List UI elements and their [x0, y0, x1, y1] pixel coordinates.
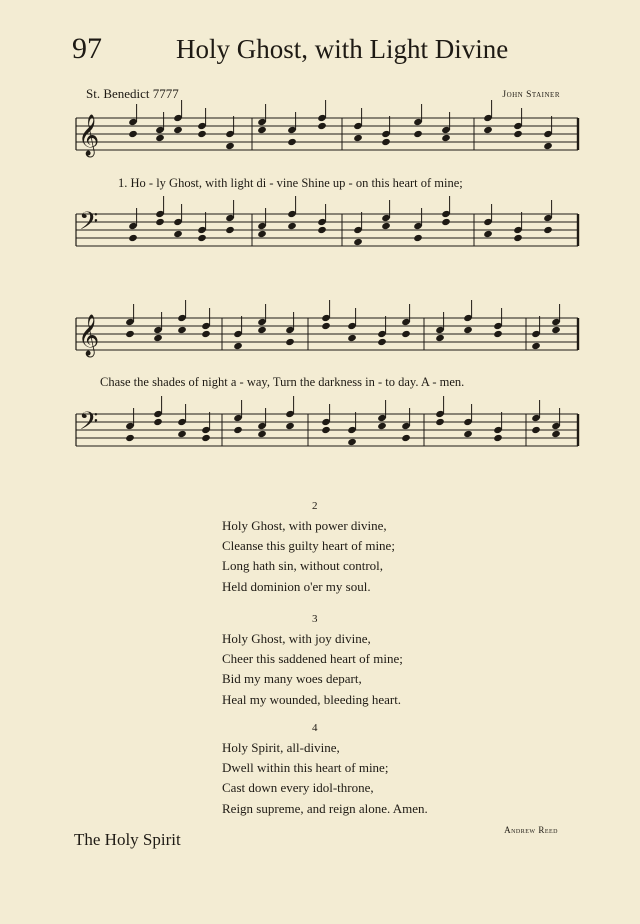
verse-line: Holy Spirit, all-divine,	[222, 740, 340, 755]
verse-number: 3	[312, 613, 318, 625]
notehead	[381, 138, 391, 146]
bass-clef-icon: 𝄢	[79, 207, 99, 242]
treble-clef-icon: 𝄞	[78, 315, 100, 356]
verse-line: Holy Ghost, with joy divine,	[222, 631, 371, 646]
text-author: Andrew Reed	[504, 825, 558, 835]
notehead	[483, 230, 493, 238]
notehead	[377, 422, 387, 430]
notehead	[513, 130, 523, 138]
verse-line: Cleanse this guilty heart of mine;	[222, 538, 395, 554]
verse-line: Cheer this saddened heart of mine;	[222, 651, 403, 667]
notehead	[435, 334, 445, 342]
notehead	[401, 330, 411, 338]
notehead	[173, 126, 183, 134]
notehead	[128, 234, 138, 242]
notehead	[153, 418, 163, 426]
section-heading: The Holy Spirit	[74, 830, 181, 849]
verse-line: Held dominion o'er my soul.	[222, 578, 371, 594]
notehead	[177, 430, 187, 438]
notehead	[483, 126, 493, 134]
notehead	[353, 134, 363, 142]
verse-line: Cast down every idol-throne,	[222, 780, 374, 796]
notehead	[493, 330, 503, 338]
notehead	[321, 322, 331, 330]
notehead	[401, 434, 411, 442]
notehead	[413, 234, 423, 242]
notehead	[413, 130, 423, 138]
verse-line: Dwell within this heart of mine;	[222, 760, 389, 776]
notehead	[441, 134, 451, 142]
notehead	[153, 334, 163, 342]
notehead	[155, 218, 165, 226]
notehead	[513, 234, 523, 242]
verse-line: Reign supreme, and reign alone. Amen.	[222, 800, 428, 816]
notehead	[353, 238, 363, 246]
notehead	[321, 426, 331, 434]
notehead	[125, 330, 135, 338]
verse-line: Long hath sin, without control,	[222, 558, 384, 574]
notehead	[543, 142, 553, 150]
notehead	[287, 222, 297, 230]
notehead	[531, 426, 541, 434]
notehead	[177, 326, 187, 334]
notehead	[347, 334, 357, 342]
notehead	[287, 138, 297, 146]
notehead	[377, 338, 387, 346]
notehead	[128, 130, 138, 138]
notehead	[155, 134, 165, 142]
notehead	[317, 226, 327, 234]
notehead	[125, 434, 135, 442]
notehead	[197, 234, 207, 242]
notehead	[225, 226, 235, 234]
notehead	[197, 130, 207, 138]
verse-line: Bid my many woes depart,	[222, 671, 362, 687]
verse-number: 4	[312, 722, 318, 734]
notehead	[381, 222, 391, 230]
notehead	[173, 230, 183, 238]
notehead	[347, 438, 357, 446]
notehead	[317, 122, 327, 130]
notehead	[257, 430, 267, 438]
notehead	[233, 426, 243, 434]
notehead	[285, 338, 295, 346]
notehead	[493, 434, 503, 442]
treble-clef-icon: 𝄞	[78, 115, 100, 156]
notehead	[463, 430, 473, 438]
notehead	[551, 326, 561, 334]
notehead	[441, 218, 451, 226]
notehead	[463, 326, 473, 334]
verse-number: 2	[312, 500, 318, 512]
notehead	[543, 226, 553, 234]
verse-line: Heal my wounded, bleeding heart.	[222, 691, 402, 707]
notehead	[201, 434, 211, 442]
lyrics-line-2: Chase the shades of night a - way, Turn the darkness in - to day. A - men.	[100, 375, 465, 389]
verse-line: Holy Ghost, with power divine,	[222, 518, 387, 533]
notehead	[201, 330, 211, 338]
notehead	[257, 326, 267, 334]
composer-credit: John Stainer	[502, 90, 560, 100]
notehead	[531, 342, 541, 350]
notehead	[551, 430, 561, 438]
notehead	[225, 142, 235, 150]
hymn-number: 97	[72, 32, 102, 65]
notehead	[257, 126, 267, 134]
notehead	[233, 342, 243, 350]
notehead	[285, 422, 295, 430]
lyrics-line-1: 1. Ho - ly Ghost, with light di - vine Shine up - on this heart of mine;	[118, 176, 463, 190]
bass-clef-icon: 𝄢	[79, 407, 99, 442]
notehead	[257, 230, 267, 238]
hymn-title: Holy Ghost, with Light Divine	[176, 34, 509, 64]
tune-name: St. Benedict 7777	[86, 86, 179, 101]
notehead	[435, 418, 445, 426]
